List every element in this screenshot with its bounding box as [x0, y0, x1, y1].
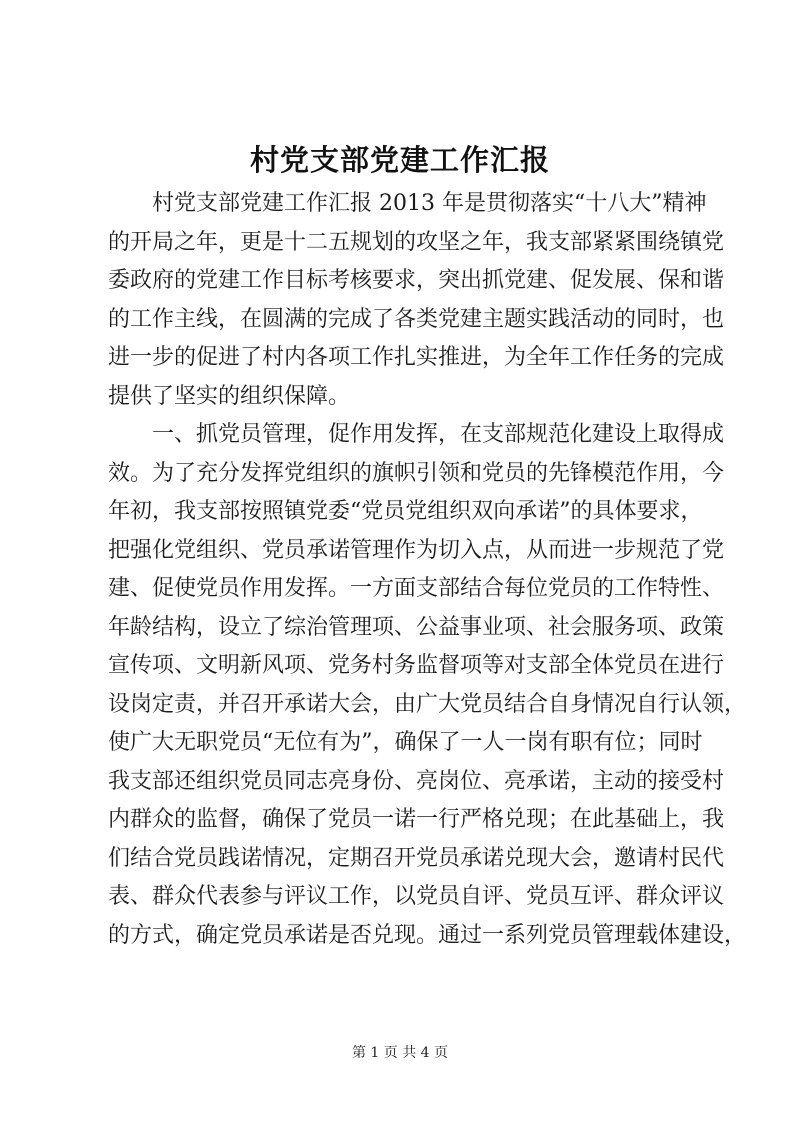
text-line: 设岗定责，并召开承诺大会，由广大党员结合自身情况自行认领， [108, 691, 747, 717]
text-line: 们结合党员践诺情况，定期召开党员承诺兑现大会，邀请村民代 [108, 845, 725, 871]
text-line: 我支部还组织党员同志亮身份、亮岗位、亮承诺，主动的接受村 [108, 768, 725, 794]
text-line: 表、群众代表参与评议工作，以党员自评、党员互评、群众评议 [108, 884, 725, 909]
text-line: 提供了坚实的组织保障。 [108, 383, 351, 409]
text-line: 村党支部党建工作汇报 2013 年是贯彻落实“十八大”精神 [152, 191, 707, 216]
text-line: 效。为了充分发挥党组织的旗帜引领和党员的先锋模范作用，今 [108, 460, 725, 486]
document-body [108, 185, 747, 955]
text-line: 一、抓党员管理，促作用发挥，在支部规范化建设上取得成 [152, 422, 725, 447]
text-line: 的工作主线，在圆满的完成了各类党建主题实践活动的同时，也 [108, 306, 725, 332]
text-line: 年龄结构，设立了综治管理项、公益事业项、社会服务项、政策 [108, 614, 725, 640]
document-title: 村党支部党建工作汇报 [249, 143, 550, 177]
text-line: 内群众的监督，确保了党员一诺一行严格兑现；在此基础上，我 [108, 807, 725, 832]
text-line: 委政府的党建工作目标考核要求，突出抓党建、促发展、保和谐 [108, 268, 725, 293]
text-line: 建、促使党员作用发挥。一方面支部结合每位党员的工作特性、 [108, 576, 725, 601]
paragraph-section-one [108, 416, 747, 955]
text-line: 宣传项、文明新风项、党务村务监督项等对支部全体党员在进行 [108, 653, 725, 678]
text-line: 年初，我支部按照镇党委“党员党组织双向承诺”的具体要求， [108, 499, 703, 524]
text-line: 使广大无职党员“无位有为”，确保了一人一岗有职有位；同时 [108, 730, 703, 755]
page-number-footer: 第 1 页 共 4 页 [351, 1045, 449, 1061]
text-line: 的开局之年，更是十二五规划的攻坚之年，我支部紧紧围绕镇党 [108, 229, 725, 255]
paragraph-intro [108, 185, 725, 416]
text-line: 进一步的促进了村内各项工作扎实推进，为全年工作任务的完成 [108, 345, 725, 370]
text-line: 的方式，确定党员承诺是否兑现。通过一系列党员管理载体建设， [108, 922, 747, 948]
text-line: 把强化党组织、党员承诺管理作为切入点，从而进一步规范了党 [108, 537, 725, 563]
